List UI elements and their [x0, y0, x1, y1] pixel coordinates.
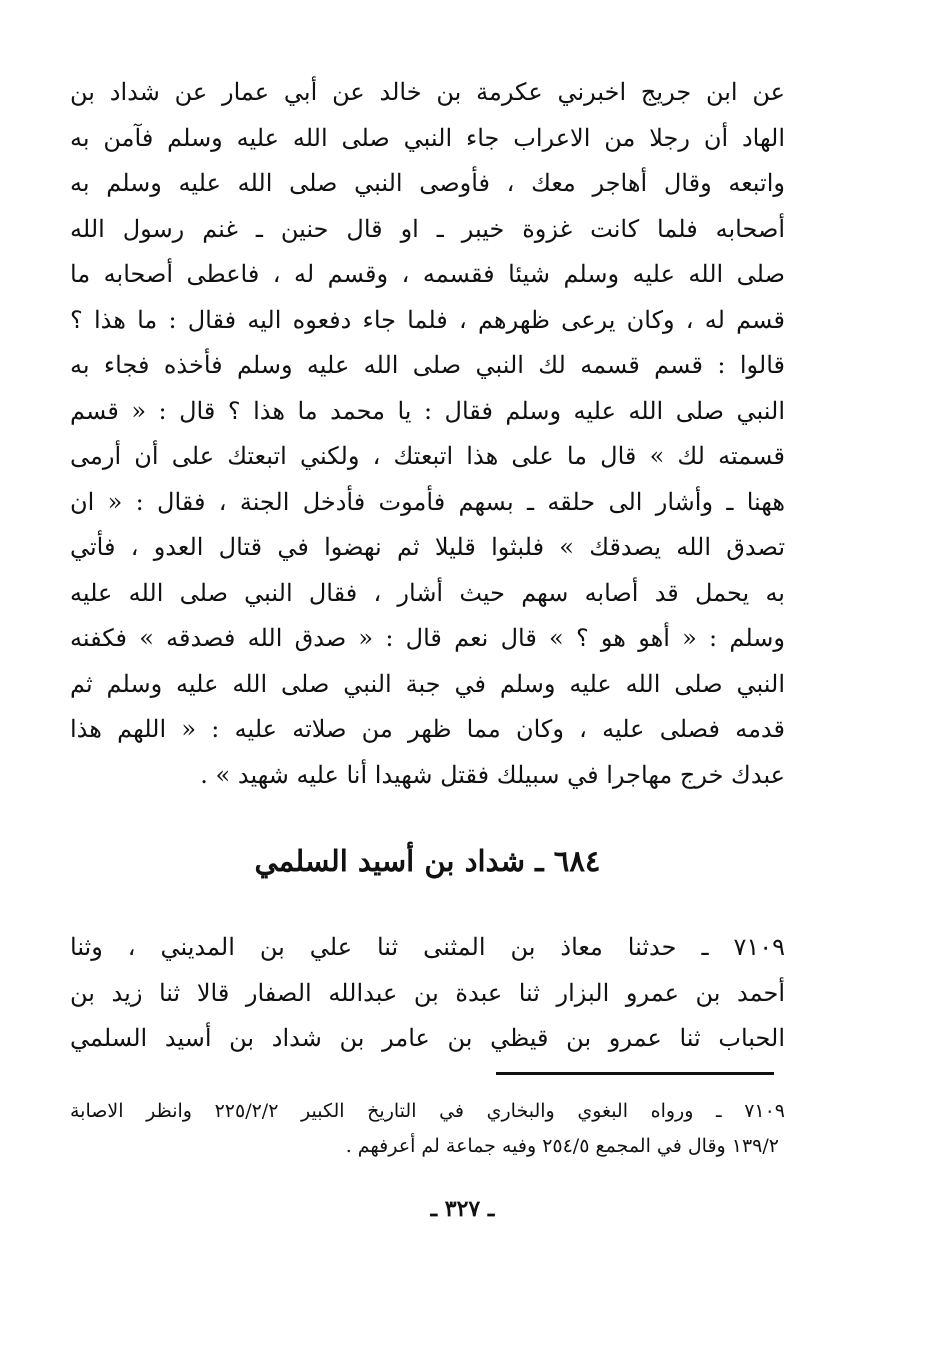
- hadith-line: الحباب ثنا عمرو بن قيظي بن عامر بن شداد بن أسيد السلمي: [70, 1024, 785, 1052]
- narration-line: النبي صلى الله عليه وسلم في جبة النبي صلى الله عليه وسلم ثم: [70, 669, 785, 698]
- narration-line: عبدك خرج مهاجرا في سبيلك فقتل شهيدا أنا عليه شهيد » .: [200, 760, 785, 789]
- narration-line: ههنا ـ وأشار الى حلقه ـ بسهم فأموت فأدخل الجنة ، فقال : « ان: [70, 487, 785, 516]
- footnote-line: ١٣٩/٢ وقال في المجمع ٢٥٤/٥ وفيه جماعة لم أعرفهم .: [345, 1135, 779, 1157]
- footnotes: [70, 1094, 785, 1164]
- narration-line: قسمته لك » قال ما على هذا اتبعتك ، ولكني اتبعتك على أن أرمى: [70, 442, 785, 470]
- page-number: ـ ٣٢٧ ـ: [430, 1196, 495, 1222]
- narration-text: [70, 70, 785, 798]
- narration-line: واتبعه وقال أهاجر معك ، فأوصى النبي صلى الله عليه وسلم به: [70, 169, 785, 197]
- hadith-line: أحمد بن عمرو البزار ثنا عبدة بن عبدالله الصفار قالا ثنا زيد بن: [70, 978, 785, 1007]
- narration-line: النبي صلى الله عليه وسلم فقال : يا محمد ما هذا ؟ قال : « قسم: [70, 396, 785, 425]
- narration-line: الهاد أن رجلا من الاعراب جاء النبي صلى الله عليه وسلم فآمن به: [70, 123, 785, 152]
- section-heading: ٦٨٤ ـ شداد بن أسيد السلمي: [254, 844, 601, 878]
- narration-line: وسلم : « أهو هو ؟ » قال نعم قال : « صدق الله فصدقه » فكفنه: [70, 624, 785, 652]
- narration-line: صلى الله عليه وسلم شيئا فقسمه ، وقسم له ، فاعطى أصحابه ما: [70, 260, 785, 288]
- narration-line: أصحابه فلما كانت غزوة خيبر ـ او قال حنين ـ غنم رسول الله: [70, 214, 785, 243]
- narration-line: قالوا : قسم قسمه لك النبي صلى الله عليه وسلم فأخذه فجاء به: [70, 351, 785, 379]
- narration-line: قدمه فصلى عليه ، وكان مما ظهر من صلاته عليه : « اللهم هذا: [70, 715, 786, 743]
- narration-line: تصدق الله يصدقك » فلبثوا قليلا ثم نهضوا في قتال العدو ، فأتي: [70, 533, 785, 561]
- hadith-line: ٧١٠٩ ـ حدثنا معاذ بن المثنى ثنا علي بن المديني ، وثنا: [70, 933, 785, 961]
- narration-line: قسم له ، وكان يرعى ظهرهم ، فلما جاء دفعوه اليه فقال : ما هذا ؟: [70, 305, 785, 334]
- footnote-line: ٧١٠٩ ـ ورواه البغوي والبخاري في التاريخ الكبير ٢٢٥/٢/٢ وانظر الاصابة: [70, 1100, 786, 1122]
- narration-line: به يحمل قد أصابه سهم حيث أشار ، فقال النبي صلى الله عليه: [70, 578, 785, 607]
- narration-line: عن ابن جريج اخبرني عكرمة بن خالد عن أبي عمار عن شداد بن: [70, 78, 785, 106]
- footnote-divider: [496, 1072, 774, 1075]
- hadith-text: [70, 925, 785, 1062]
